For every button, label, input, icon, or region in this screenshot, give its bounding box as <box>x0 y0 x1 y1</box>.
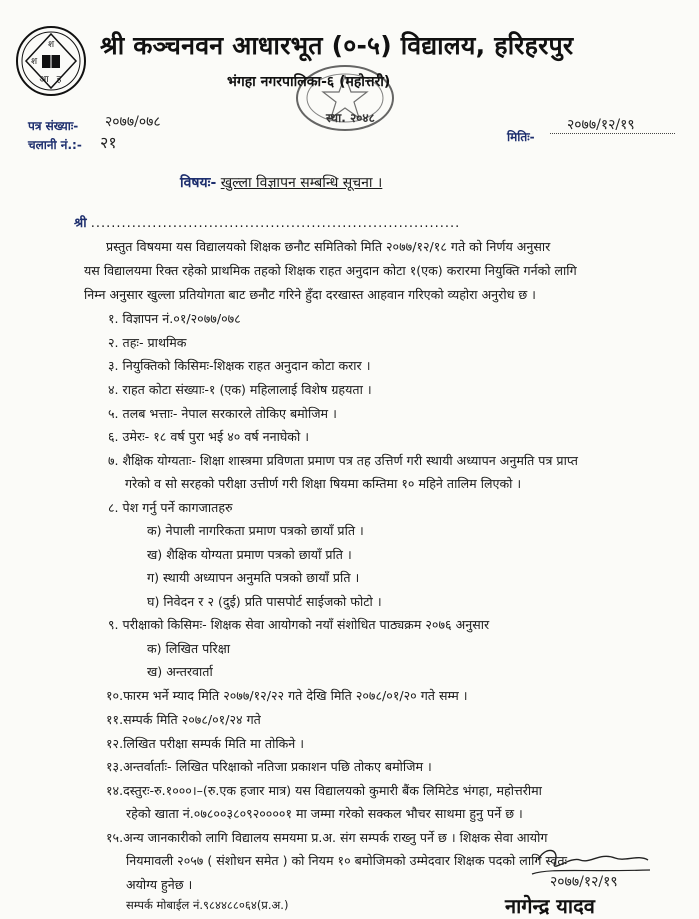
list-item: २. तहः- प्राथमिक <box>108 335 187 350</box>
list-item: क) लिखित परिक्षा <box>147 641 230 656</box>
emblem-letter-top: श <box>47 40 55 50</box>
list-item: अयोग्य हुनेछ । <box>126 877 193 892</box>
chalani-value: २१ <box>100 133 117 152</box>
date-value: २०७७/१२/१९ <box>567 117 635 133</box>
patra-value: २०७७/०७८ <box>105 114 161 130</box>
list-item: १३.अन्तर्वार्ताः- लिखित परिक्षाको नतिजा प्रकाशन पछि तोकए बमोजिम । <box>106 759 432 774</box>
patra-label: पत्र संख्याः- <box>28 119 79 133</box>
intro-line: प्रस्तुत विषयमा यस विद्यालयको शिक्षक छनौट समितिको मिति २०७७/१२/१८ गते को निर्णय अनुसार <box>106 239 551 254</box>
chalani-label: चलानी नं.:- <box>28 138 82 152</box>
emblem-letter-bottom-right: ह <box>56 75 62 85</box>
list-item: ११.सम्पर्क मिति २०७८/०१/२४ गते <box>106 712 261 727</box>
list-item: ६. उमेरः- १८ वर्ष पुरा भई ४० वर्ष ननाघेको । <box>108 429 310 444</box>
list-item: घ) निवेदन र २ (दुई) प्रति पासपोर्ट साईजको फोटो । <box>147 594 382 609</box>
school-emblem-icon <box>14 22 88 100</box>
salutation-label: श्री <box>74 216 87 231</box>
list-item: ८. पेश गर्नु पर्ने कागजातहरु <box>108 500 233 515</box>
list-item: ग) स्थायी अध्यापन अनुमति पत्रको छायाँ प्रति । <box>147 570 360 585</box>
salutation <box>74 213 460 231</box>
emblem-letter-bottom-left: आ <box>39 75 49 85</box>
date-line <box>550 133 675 134</box>
signature-date: २०७७/१२/१९ <box>550 874 618 890</box>
subject-text: खुल्ला विज्ञापन सम्बन्धि सूचना । <box>220 175 383 191</box>
intro-line: निम्न अनुसार खुल्ला प्रतियोगता बाट छनौट गरिने हुँदा दरखास्त आहवान गरिएको व्यहोरा अनुरोध छ । <box>84 287 536 302</box>
seal-year: स्था. २०४८ <box>326 111 375 125</box>
list-item: ५. तलब भत्ताः- नेपाल सरकारले तोकिए बमोजिम । <box>108 406 337 421</box>
list-item: ९. परीक्षाको किसिमः- शिक्षक सेवा आयोगको नयाँ संशोधित पाठ्यक्रम २०७६ अनुसार <box>108 617 490 632</box>
list-item: रहेको खाता नं.०७८००३८०९२००००१ मा जम्मा गरेको सक्कल भौचर साथमा हुनु पर्ने छ । <box>126 806 523 821</box>
list-item: गरेको व सो सरहको परीक्षा उत्तीर्ण गरी शिक्षा षियमा कम्तिमा १० महिने तालिम लिएको । <box>125 476 522 491</box>
list-item: १४.दस्तुरः-रु.१०००।–(रु.एक हजार मात्र) यस विद्यालयको कुमारी बैंक लिमिटेड भंगहा, महोत्तरीमा <box>106 783 542 798</box>
list-item: क) नेपाली नागरिकता प्रमाण पत्रको छायाँ प्रति । <box>147 523 364 538</box>
subject-label: विषयः- <box>180 175 217 191</box>
salutation-dots: ........................................................................ <box>90 216 461 231</box>
school-address: भंगहा नगरपालिका-६ (महोत्तरी) <box>227 74 391 90</box>
intro-line: यस विद्यालयमा रिक्त रहेको प्राथमिक तहको शिक्षक राहत अनुदान कोटा १(एक) करारमा नियुक्ति गर्नको लागि <box>84 263 577 278</box>
emblem-letter-left: श <box>30 57 38 67</box>
list-item: १२.लिखित परीक्षा सम्पर्क मिति मा तोकिने । <box>106 736 305 751</box>
list-item: १५.अन्य जानकारीको लागि विद्यालय समयमा प्र.अ. संग सम्पर्क राख्नु पर्ने छ । शिक्षक सेवा आयोग <box>106 830 548 845</box>
signer-name: नागेन्द्र यादव <box>505 894 595 918</box>
school-name: श्री कञ्चनवन आधारभूत (०-५) विद्यालय, हरिहरपुर <box>100 31 574 60</box>
list-item: १०.फारम भर्ने म्याद मिति २०७७/१२/२२ गते देखि मिति २०७८/०१/२० गते सम्म । <box>106 688 468 703</box>
list-item: ७. शैक्षिक योग्यताः- शिक्षा शास्त्रमा प्रविणता प्रमाण पत्र तह उत्तिर्ण गरी स्थायी अध्यापन अनुमति पत्र प्राप्त <box>108 453 578 468</box>
subject-line <box>180 173 382 192</box>
list-item: ३. नियुक्तिको किसिमः-शिक्षक राहत अनुदान कोटा करार । <box>108 358 371 373</box>
list-item: ख) अन्तरवार्ता <box>147 664 213 679</box>
list-item: नियमावली २०५७ ( संशोधन समेत ) को नियम १० बमोजिमको उम्मेदवार शिक्षक पदको लागि स्वतः <box>126 853 568 868</box>
list-item: ख) शैक्षिक योग्यता प्रमाण पत्रको छायाँ प्रति । <box>147 547 352 562</box>
list-item: ४. राहत कोटा संख्याः-१ (एक) महिलालाई विशेष ग्रहयता । <box>108 382 372 397</box>
date-label: मितिः- <box>507 130 535 144</box>
contact-mobile: सम्पर्क मोबाईल नं.९८४४८८०६४(प्र.अ.) <box>126 898 289 912</box>
list-item: १. विज्ञापन नं.०१/२०७७/०७८ <box>108 311 241 326</box>
